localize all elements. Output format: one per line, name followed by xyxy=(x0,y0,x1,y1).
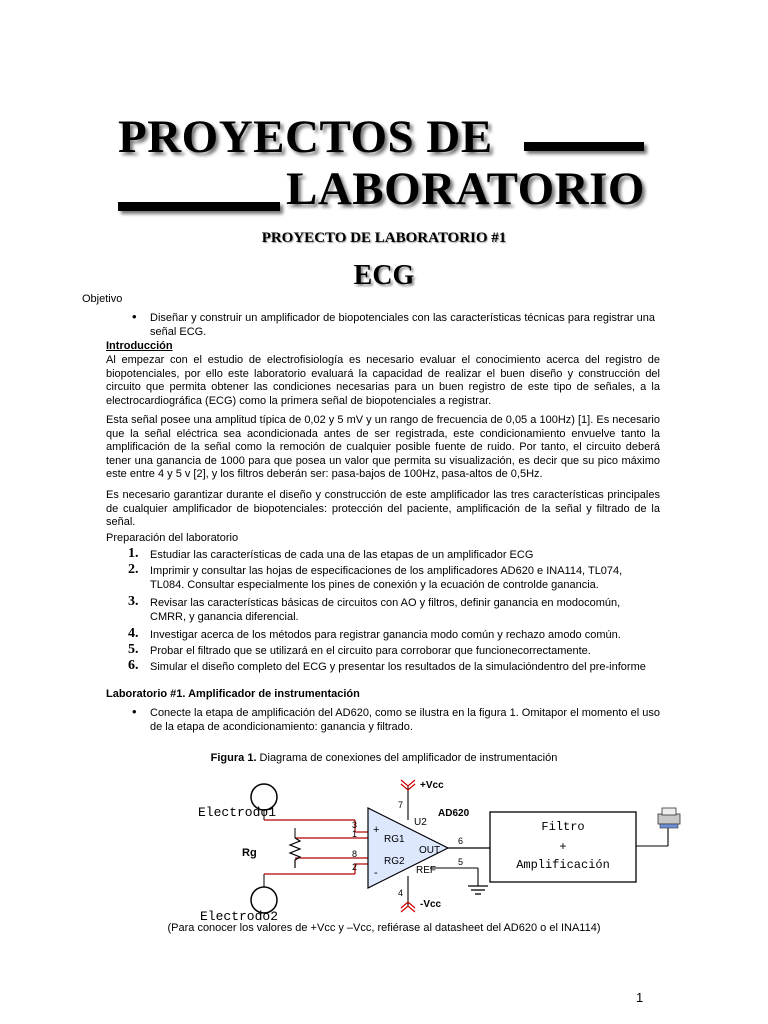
circuit-diagram xyxy=(190,770,710,920)
list-number: 4. xyxy=(128,626,139,641)
filter-plus-label: + xyxy=(559,840,567,854)
vcc-positive-label: +Vcc xyxy=(420,780,444,791)
list-item: Imprimir y consultar las hojas de especificaciones de los amplificadores AD620 e INA114, TL074, TL084. Consultar especialmente los pines de conexión y la ecuación de controlde ganancia. xyxy=(150,565,623,591)
pin-number: 1 xyxy=(352,829,358,839)
minus-input-label: - xyxy=(374,867,378,879)
rg1-label: RG1 xyxy=(384,834,405,845)
objective-label: Objetivo xyxy=(82,293,123,305)
lab1-instruction: Conecte la etapa de amplificación del AD620, como se ilustra en la figura 1. Omitapor el momento el uso de la etapa de acondicionamiento: ganancia y filtrado. xyxy=(150,707,660,733)
list-number: 1. xyxy=(128,546,139,561)
introduction-paragraph-1: Al empezar con el estudio de electrofisiología es necesario evaluar el conocimiento acerca del registro de biopotenciales, por ello este laboratorio evaluará la capacidad de realizar el buen diseño y construcción del circuito que permita obtener las condiciones necesarias para un buen registro de este tipo de señales, a la electrocardiográfica (ECG) como la primera señal de biopotenciales a registrar. xyxy=(106,354,660,407)
vcc-negative-label: -Vcc xyxy=(420,899,442,910)
pin-number: 3 xyxy=(352,820,358,830)
title-banner xyxy=(110,100,670,230)
list-item: Probar el filtrado que se utilizará en el circuito para corroborar que funcionecorrectamente. xyxy=(150,645,591,657)
bullet-icon: • xyxy=(132,309,137,324)
plus-input-label: + xyxy=(373,824,380,836)
list-item: Investigar acerca de los métodos para registrar ganancia modo común y rechazo amodo común. xyxy=(150,629,621,641)
figure-caption xyxy=(0,752,768,764)
electrode-1-label: Electrodo1 xyxy=(198,805,277,820)
list-number: 6. xyxy=(128,658,139,673)
figure-caption-label: Figura 1. xyxy=(210,752,257,764)
pin-number: 2 xyxy=(352,862,358,872)
project-name: ECG xyxy=(353,260,415,291)
list-number: 2. xyxy=(128,562,139,577)
rg-label: Rg xyxy=(242,847,257,859)
ref-label: REF xyxy=(416,865,436,876)
bullet-icon: • xyxy=(132,704,137,719)
chip-label: AD620 xyxy=(438,808,470,819)
objective-text: Diseñar y construir un amplificador de biopotenciales con las características técnicas para registrar una señal ECG. xyxy=(150,312,655,338)
pin-number: 6 xyxy=(458,836,464,846)
title-line-1: PROYECTOS DE xyxy=(118,111,493,163)
title-bar-decoration xyxy=(524,142,644,151)
list-item: Estudiar las características de cada una de las etapas de un amplificador ECG xyxy=(150,549,534,561)
resistor-icon xyxy=(290,838,300,868)
electrode-2-label: Electrodo2 xyxy=(200,909,279,920)
pin-number: 5 xyxy=(458,857,464,867)
pin-number: 4 xyxy=(398,888,404,898)
introduction-paragraph-2: Esta señal posee una amplitud típica de 0,02 y 5 mV y un rango de frecuencia de 0,05 a 100Hz) [1]. Es necesario que la señal eléctrica sea acondicionada antes de ser registrada, este condicionamiento envuelve tanto la amplificación de la señal como la remoción de cualquier posible fuente de ruido. Por tanto, el circuito deberá tener una ganancia de 1000 para que posea un valor que permita su visualización, es decir que su pico máximo este entre 4 y 5 v [2], y los filtros deberán ser: pasa-bajos de 100Hz, pasa-altos de 0,5Hz. xyxy=(106,414,660,480)
printer-icon xyxy=(658,808,680,828)
ground-icon xyxy=(468,886,488,894)
preparation-heading: Preparación del laboratorio xyxy=(106,532,239,544)
figure-caption-text: Diagrama de conexiones del amplificador de instrumentación xyxy=(256,752,558,764)
project-subtitle: PROYECTO DE LABORATORIO #1 xyxy=(261,230,507,246)
title-line-2: LABORATORIO xyxy=(286,163,645,215)
lab1-heading: Laboratorio #1. Amplificador de instrumentación xyxy=(106,688,360,700)
amplification-label: Amplificación xyxy=(516,858,610,872)
figure-note: (Para conocer los valores de +Vcc y –Vcc, refiérase al datasheet del AD620 o el INA114) xyxy=(167,922,601,934)
pin-number: 7 xyxy=(398,800,404,810)
rg2-label: RG2 xyxy=(384,856,405,867)
title-bar-decoration xyxy=(118,202,280,211)
page-number: 1 xyxy=(636,990,644,1005)
list-number: 5. xyxy=(128,642,139,657)
u2-label: U2 xyxy=(414,817,427,828)
filter-label: Filtro xyxy=(541,820,585,834)
out-label: OUT xyxy=(419,845,441,856)
list-item: Revisar las características básicas de circuitos con AO y filtros, definir ganancia en modocomún, CMRR, y ganancia diferencial. xyxy=(150,597,621,623)
list-number: 3. xyxy=(128,594,139,609)
introduction-paragraph-3: Es necesario garantizar durante el diseño y construcción de este amplificador las tres características principales de cualquier amplificador de biopotenciales: protección del paciente, amplificación de la señal y filtrado de la señal. xyxy=(106,489,660,528)
list-item: Simular el diseño completo del ECG y presentar los resultados de la simulacióndentro del pre-informe xyxy=(150,661,646,673)
introduction-heading: Introducción xyxy=(106,340,173,352)
pin-number: 8 xyxy=(352,849,358,859)
